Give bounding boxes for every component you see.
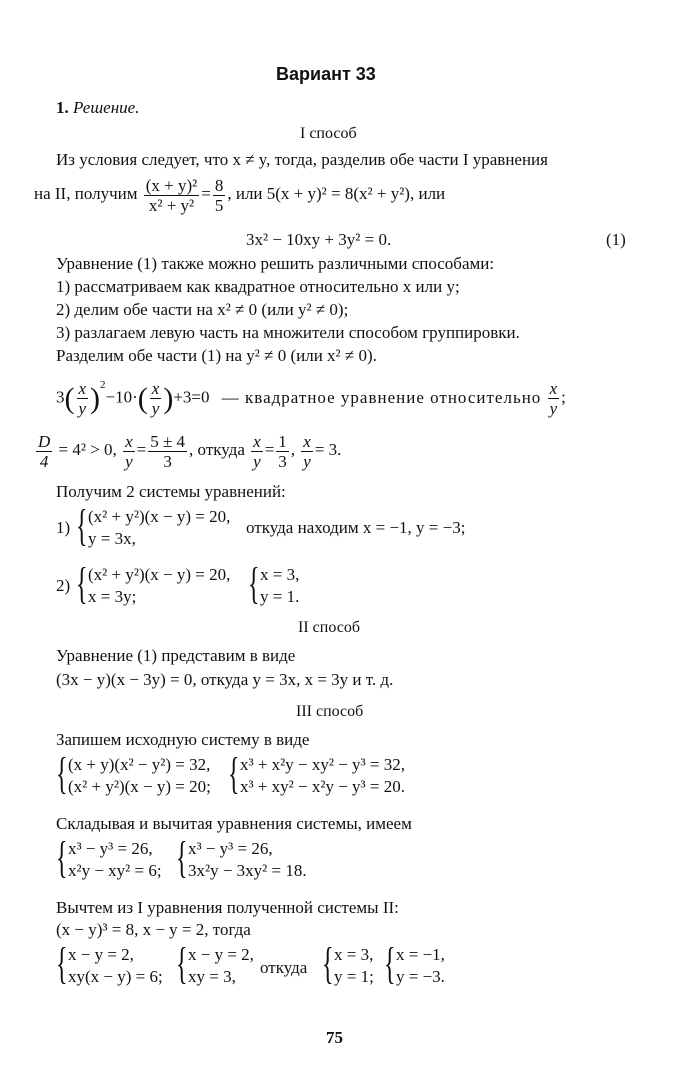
denominator: 5 — [214, 195, 224, 215]
page-title: Вариант 33 — [276, 64, 376, 84]
text-line: Запишем исходную систему в виде — [56, 730, 310, 749]
text-line: Разделим обе части (1) на y² ≠ 0 (или x² ≠ 0). — [56, 346, 377, 365]
denominator: x² + y² — [148, 195, 195, 215]
exponent: 2 — [100, 379, 106, 391]
paren: ( — [64, 381, 75, 415]
system-row: xy(x − y) = 6; — [68, 967, 163, 986]
system — [176, 939, 256, 990]
system-row: (x + y)(x² − y²) = 32, — [68, 755, 211, 774]
text-line: 1) рассматриваем как квадратное относительно x или y; — [56, 277, 460, 296]
fraction — [276, 432, 289, 471]
text-line: Уравнение (1) также можно решить различными способами: — [56, 254, 495, 273]
system-row: y = 3x, — [88, 529, 136, 548]
system — [56, 749, 226, 800]
method-3-heading: III способ — [296, 703, 364, 720]
text-line: Складывая и вычитая уравнения системы, имеем — [56, 814, 412, 833]
page-number: 75 — [326, 1028, 343, 1047]
task-heading — [56, 98, 139, 118]
numerator: x — [253, 431, 261, 451]
system-row: x = −1, — [396, 945, 445, 964]
numerator: x — [549, 379, 558, 399]
equation-line — [34, 174, 445, 215]
system — [322, 939, 382, 990]
equation-number: (1) — [606, 230, 626, 249]
text: , или 5(x + y)² = 8(x² + y²), или — [227, 184, 446, 203]
text: , — [290, 440, 296, 459]
denominator: 3 — [278, 451, 287, 471]
fraction — [77, 379, 89, 418]
denominator: 4 — [39, 451, 49, 471]
system-row: x = 3, — [260, 565, 300, 584]
system-row: x³ − y³ = 26, — [188, 839, 273, 858]
system — [56, 833, 176, 884]
system-label: 2) — [56, 576, 71, 595]
system-row: x − y = 2, — [68, 945, 134, 964]
brace: { — [56, 749, 68, 798]
numerator: (x + y)² — [145, 175, 198, 195]
text-line: Получим 2 системы уравнений: — [56, 482, 286, 501]
numerator: 8 — [214, 175, 224, 195]
fraction — [548, 379, 560, 418]
text-line: 2) делим обе части на x² ≠ 0 (или y² ≠ 0); — [56, 300, 349, 319]
text-line: откуда находим x = −1, y = −3; — [246, 518, 466, 537]
system — [248, 559, 328, 608]
text: , откуда — [189, 440, 245, 459]
quadratic-line — [56, 370, 566, 421]
brace: { — [176, 939, 188, 988]
denominator: y — [125, 451, 133, 471]
numerator: x — [151, 379, 160, 399]
equals-sign: = — [201, 184, 211, 203]
denominator: y — [151, 399, 160, 419]
fraction — [150, 379, 162, 418]
system — [56, 939, 176, 990]
brace: { — [248, 559, 260, 608]
system-row: y = 1; — [334, 967, 374, 986]
system — [76, 501, 246, 550]
text-line: Уравнение (1) представим в виде — [56, 646, 296, 665]
denominator: 3 — [163, 451, 172, 471]
system — [384, 939, 464, 990]
text-line: (x − y)³ = 8, x − y = 2, тогда — [56, 920, 251, 939]
system-row: x³ − y³ = 26, — [68, 839, 153, 858]
brace: { — [176, 833, 188, 882]
system-row: x = 3y; — [88, 587, 137, 606]
text-line: Вычтем из I уравнения полученной системы II: — [56, 898, 399, 917]
numerator: 1 — [278, 431, 287, 451]
task-label: Решение. — [73, 98, 140, 117]
brace: { — [56, 939, 68, 988]
system-row: x²y − xy² = 6; — [68, 861, 162, 880]
discriminant-line — [34, 428, 341, 472]
text: +3=0 — [173, 387, 210, 407]
text-line: (3x − y)(x − 3y) = 0, откуда y = 3x, x = 3y и т. д. — [56, 670, 394, 689]
brace: { — [322, 939, 334, 988]
text: −10· — [105, 387, 138, 407]
fraction — [251, 432, 263, 471]
system — [176, 833, 336, 884]
text: — квадратное уравнение относительно — [221, 387, 542, 407]
brace: { — [76, 501, 88, 550]
numerator: 5 ± 4 — [150, 431, 186, 451]
paren: ( — [137, 381, 148, 415]
text-line: 3) разлагаем левую часть на множители способом группировки. — [56, 323, 520, 342]
numerator: x — [78, 379, 87, 399]
brace: { — [56, 833, 68, 882]
system-row: x = 3, — [334, 945, 374, 964]
denominator: y — [549, 399, 558, 419]
system-label: 1) — [56, 518, 71, 537]
system-row: (x² + y²)(x − y) = 20; — [68, 777, 211, 796]
paren: ) — [163, 381, 174, 415]
system — [76, 559, 246, 608]
brace: { — [228, 749, 240, 798]
method-1-heading: I способ — [300, 125, 357, 142]
system-row: x³ + xy² − x²y − y³ = 20. — [240, 777, 405, 796]
text-line: откуда — [260, 958, 308, 977]
fraction — [301, 432, 313, 471]
method-2-heading: II способ — [298, 619, 360, 636]
system-row: x³ + x²y − xy² − y³ = 32, — [240, 755, 405, 774]
denominator: y — [78, 399, 87, 419]
fraction — [148, 432, 187, 471]
coefficient: 3 — [56, 387, 65, 407]
fraction — [213, 176, 226, 215]
text: на II, получим — [34, 184, 138, 203]
system-row: x − y = 2, — [188, 945, 254, 964]
numerator: x — [303, 431, 311, 451]
denominator: y — [303, 451, 311, 471]
numerator: x — [125, 431, 133, 451]
denominator: y — [253, 451, 261, 471]
fraction — [123, 432, 135, 471]
equals-sign: = — [264, 440, 275, 459]
equals-sign: = — [136, 440, 147, 459]
brace: { — [384, 939, 396, 988]
system-row: 3x²y − 3xy² = 18. — [188, 861, 307, 880]
text: ; — [561, 387, 566, 407]
text: = 4² > 0, — [58, 440, 117, 459]
fraction — [36, 432, 52, 471]
task-number: 1. — [56, 98, 69, 117]
brace: { — [76, 559, 88, 608]
fraction — [144, 176, 200, 215]
text: = 3. — [314, 440, 342, 459]
system-row: xy = 3, — [188, 967, 236, 986]
text-line: Из условия следует, что x ≠ y, тогда, разделив обе части I уравнения — [56, 150, 548, 169]
system — [228, 749, 428, 800]
numerator: D — [38, 431, 51, 451]
equation-1: 3x² − 10xy + 3y² = 0. — [246, 230, 392, 249]
system-row: (x² + y²)(x − y) = 20, — [88, 507, 231, 526]
paren: ) — [90, 381, 101, 415]
system-row: (x² + y²)(x − y) = 20, — [88, 565, 231, 584]
system-row: y = 1. — [260, 587, 300, 606]
system-row: y = −3. — [396, 967, 445, 986]
